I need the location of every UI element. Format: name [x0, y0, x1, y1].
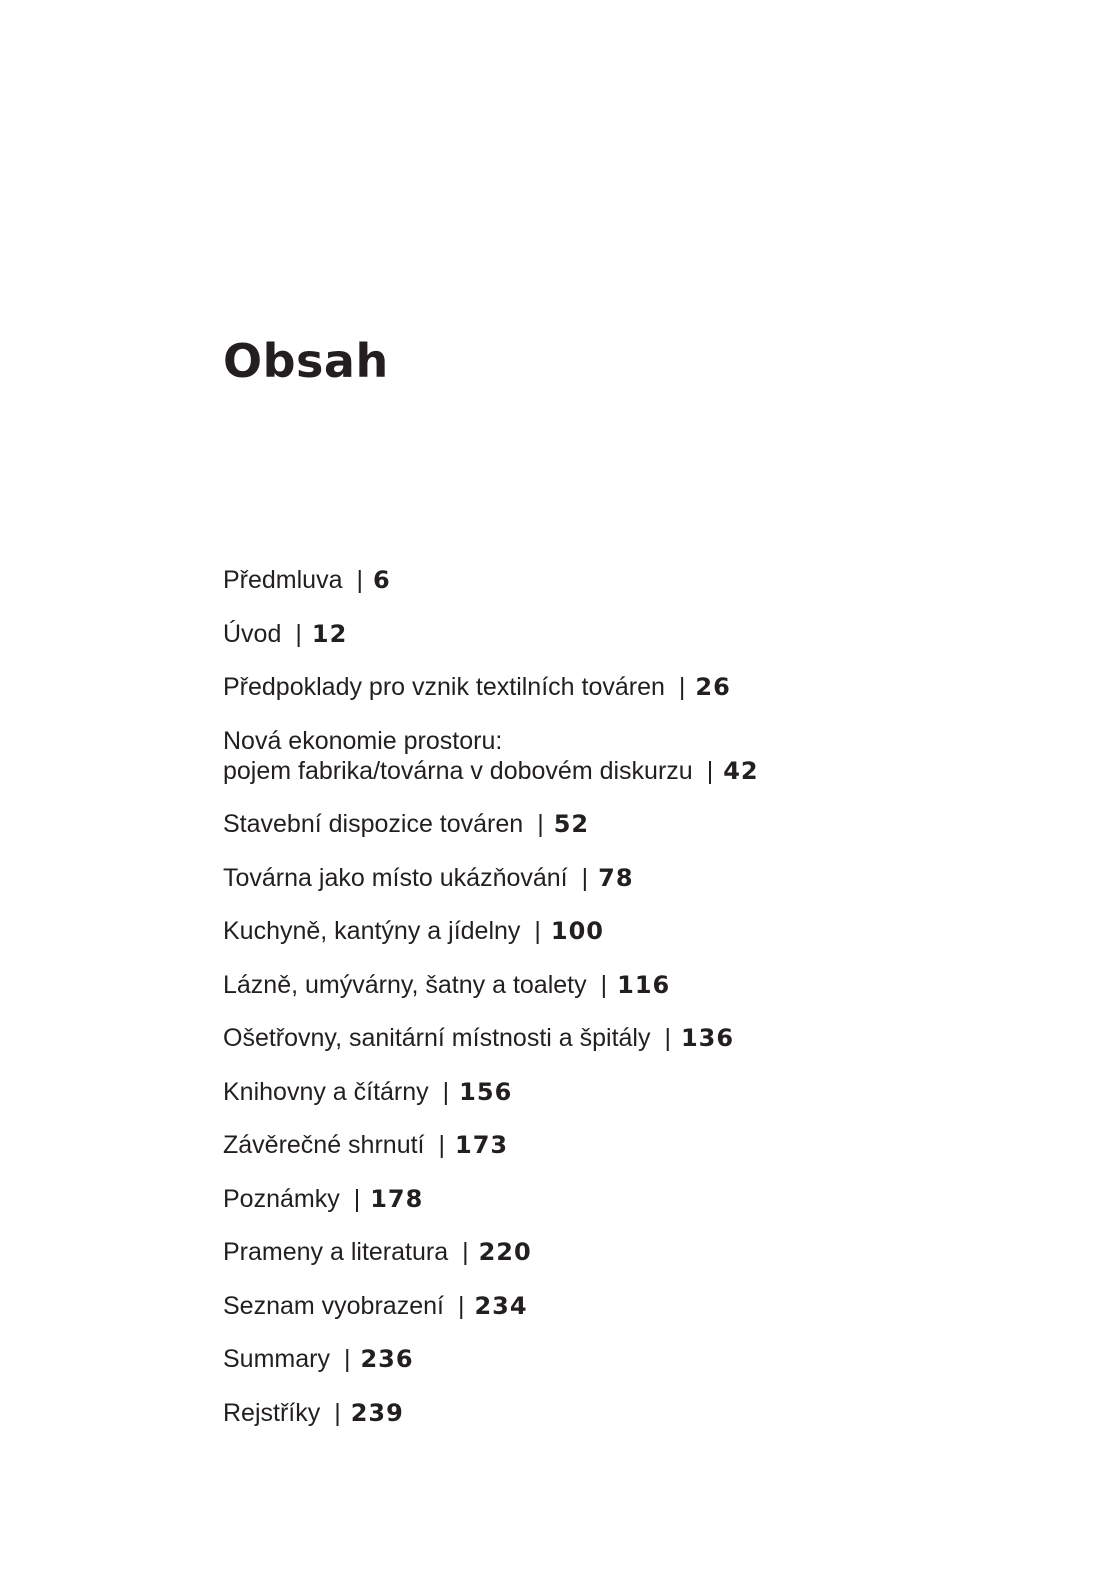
toc-entry-label: Nová ekonomie prostoru:: [223, 726, 503, 755]
toc-separator: |: [462, 1238, 469, 1266]
toc-entry-label: Lázně, umývárny, šatny a toalety: [223, 970, 587, 999]
toc-separator: |: [534, 917, 541, 945]
toc-entry-uvod[interactable]: [223, 619, 1023, 649]
toc-entry-label: Závěrečné shrnutí: [223, 1131, 425, 1159]
toc-entry-summary[interactable]: [223, 1344, 1023, 1374]
toc-separator: |: [664, 1024, 671, 1052]
toc-page-number: 236: [360, 1345, 414, 1373]
toc-entry-label: Stavební dispozice továren: [223, 810, 524, 838]
toc-page-number: 52: [553, 810, 590, 838]
toc-page-number: 42: [723, 756, 759, 785]
toc-page-number: 234: [474, 1291, 528, 1320]
toc-entry-poznamky[interactable]: [223, 1184, 1023, 1214]
toc-entry-label-line2: pojem fabrika/továrna v dobovém diskurzu: [223, 756, 693, 785]
toc-separator: |: [706, 756, 714, 785]
toc-separator: |: [343, 1345, 351, 1373]
toc-entry-label: Továrna jako místo ukázňování: [223, 863, 568, 892]
toc-separator: |: [438, 1131, 445, 1159]
toc-separator: |: [334, 1398, 341, 1427]
toc-page-number: 220: [478, 1238, 532, 1266]
toc-separator: |: [295, 619, 302, 648]
toc-separator: |: [581, 863, 589, 892]
toc-page-number: 78: [598, 863, 634, 892]
toc-entry-predpoklady[interactable]: [223, 672, 1023, 702]
toc-page-number: 12: [311, 619, 348, 648]
toc-separator: |: [356, 566, 363, 594]
toc-entry-knihovny[interactable]: [223, 1077, 1023, 1107]
toc-page-number: 178: [370, 1184, 424, 1213]
toc-page-number: 239: [350, 1398, 404, 1427]
toc-page-number: 6: [373, 566, 391, 594]
toc-entry-zaverecne-shrnuti[interactable]: [223, 1130, 1023, 1160]
toc-entry-rejstriky[interactable]: [223, 1398, 1023, 1428]
toc-entry-label: Seznam vyobrazení: [223, 1291, 444, 1320]
toc-entry-label: Úvod: [223, 619, 282, 648]
toc-page-number: 116: [617, 970, 671, 999]
toc-entry-label-continued: [223, 756, 1023, 786]
toc-entry-label: Ošetřovny, sanitární místnosti a špitály: [223, 1024, 651, 1052]
toc-entry-label: Prameny a literatura: [223, 1238, 449, 1266]
toc-entry-seznam-vyobrazeni[interactable]: [223, 1291, 1023, 1321]
toc-entry-nova-ekonomie[interactable]: [223, 726, 1023, 786]
table-of-contents: [223, 565, 1023, 1451]
toc-entry-label: Předpoklady pro vznik textilních továren: [223, 673, 665, 701]
toc-page-number: 136: [680, 1024, 735, 1052]
page-title: Obsah: [223, 334, 389, 388]
toc-separator: |: [600, 970, 608, 999]
toc-entry-kuchyne[interactable]: [223, 916, 1023, 946]
toc-entry-label: Rejstříky: [223, 1398, 321, 1427]
toc-separator: |: [457, 1291, 465, 1320]
toc-entry-tovarna-ukaznovani[interactable]: [223, 863, 1023, 893]
toc-separator: |: [537, 810, 544, 838]
toc-entry-lazne[interactable]: [223, 970, 1023, 1000]
toc-entry-osetrovny[interactable]: [223, 1023, 1023, 1053]
toc-separator: |: [353, 1184, 361, 1213]
toc-page-number: 156: [459, 1077, 513, 1106]
toc-entry-label: Knihovny a čítárny: [223, 1077, 429, 1106]
toc-page-number: 26: [695, 673, 731, 701]
toc-separator: |: [442, 1077, 450, 1106]
toc-entry-label: Poznámky: [223, 1184, 340, 1213]
toc-entry-label: Summary: [223, 1345, 330, 1373]
toc-page-number: 173: [455, 1131, 509, 1159]
toc-separator: |: [678, 673, 686, 701]
toc-entry-predmluva[interactable]: [223, 565, 1023, 595]
toc-entry-prameny[interactable]: [223, 1237, 1023, 1267]
toc-page-number: 100: [550, 917, 605, 945]
toc-entry-stavebni-dispozice[interactable]: [223, 809, 1023, 839]
toc-entry-label: Předmluva: [223, 566, 343, 594]
toc-entry-label: Kuchyně, kantýny a jídelny: [223, 917, 521, 945]
